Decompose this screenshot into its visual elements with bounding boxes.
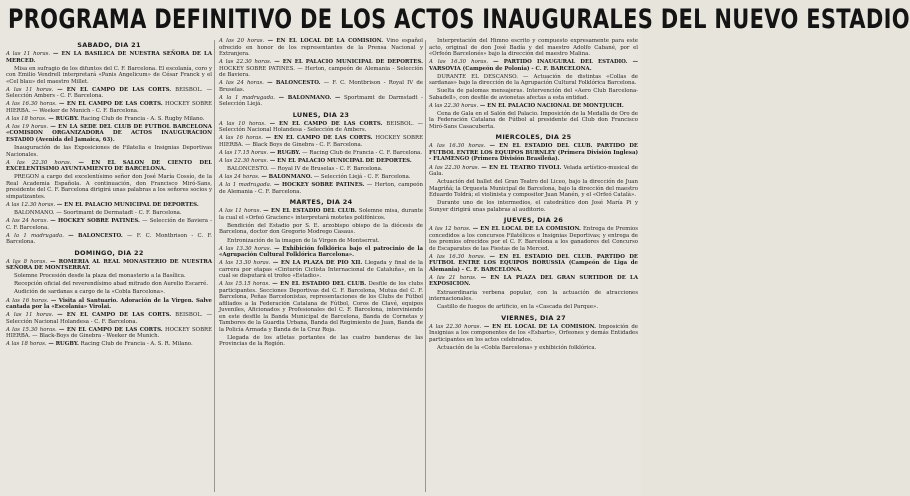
entry-venue: — EN EL TEATRO TIVOLI.	[481, 164, 562, 171]
entry-description: — F. C. Montbrison - C. F. Barcelona.	[6, 232, 213, 246]
program-entry	[6, 124, 212, 144]
program-entry	[6, 312, 212, 325]
program-note: Castillo de fuegos de artificio, en la «Cascada del Parque».	[437, 304, 599, 311]
program-entry	[429, 324, 638, 344]
program-entry	[6, 341, 212, 348]
entry-venue: — EN EL PALACIO NACIONAL DE MONTJUICH.	[479, 102, 624, 109]
program-entry	[219, 135, 423, 148]
entry-description: BEISBOL. — Selección Nacional Holandesa - C. F. Barcelona.	[6, 312, 212, 325]
entry-description: Entrega de Premios concedidos a los concursos Filatélicos e Insignias Deportivas; y entrega de los premios ofrecidos por el C. F. Barcelona a los ganadores del Concurso de Escaparates de las Fiestas de la Merced.	[429, 226, 638, 252]
entry-venue: — EN EL LOCAL DE LA COMISION.	[483, 323, 597, 330]
entry-time: A las 16.30 horas.	[429, 143, 486, 150]
entry-venue: — Exhibición folklórica bajo el patrocinio de la «Agrupación Cultural Folklórica Barcelona».	[219, 245, 423, 259]
program-entry	[219, 121, 423, 134]
program-entry	[429, 143, 638, 163]
entry-time: A las 24 horas.	[219, 80, 264, 87]
entry-venue: — EN EL CAMPO DE LAS CORTS.	[57, 312, 172, 319]
program-entry	[6, 327, 212, 340]
entry-venue: — EN EL PALACIO MUNICIPAL DE DEPORTES.	[274, 59, 423, 66]
entry-venue: — EN EL PALACIO MUNICIPAL DE DEPORTES.	[56, 201, 199, 208]
entry-description: Velada artístico-musical de Gala.	[429, 164, 638, 178]
entry-venue: — EN EL CAMPO DE LAS CORTS.	[265, 135, 373, 142]
entry-time: A las 16.30 horas.	[429, 59, 489, 66]
entry-description: Sportmamt de Darmstadt - Selección Liejá.	[219, 94, 423, 108]
entry-time: A la 1 madrugada.	[6, 232, 64, 239]
entry-venue: — ROMERIA AL REAL MONASTERIO DE NUESTRA SEÑORA DE MONTSERRAT.	[6, 258, 213, 272]
entry-time: A las 16 horas.	[6, 297, 49, 304]
entry-time: A las 15.15 horas.	[219, 281, 270, 288]
entry-description: Racing Club de Francia - A. S. R. Milano.	[80, 341, 193, 348]
entry-description: Racing Club de Francia - A. S. Rugby Milano.	[80, 115, 205, 122]
entry-time: A las 21 horas.	[429, 274, 477, 281]
entry-time: A las 11 horas.	[219, 208, 262, 215]
program-entry	[429, 103, 638, 110]
entry-venue: — PARTIDO INAUGURAL DEL ESTADIO. — VARSOVIA (Campeón de Polonia) - C. F. BARCELONA.	[429, 59, 638, 72]
entry-venue: — EN EL ESTADIO DEL CLUB. PARTIDO DE FUTBOL ENTRE LOS EQUIPOS BORUSSIA (Campeón de Liga de Alemania) - C. F. BARCELONA.	[429, 253, 638, 273]
program-note: Audición de sardanas a cargo de la «Cobla Barcelona».	[14, 289, 166, 296]
entry-time: A las 24 horas.	[219, 174, 260, 181]
program-note: Extraordinaria verbena popular, con la actuación de atracciones internacionales.	[429, 289, 638, 303]
entry-venue: — EN EL ESTADIO DEL CLUB. PARTIDO DE FUTBOL ENTRE LOS EQUIPOS BURNLEY (Primera División Inglesa) - FLAMENGO (Primera División Brasileña).	[429, 143, 638, 163]
program-entry	[6, 160, 212, 173]
entry-venue: — EN EL SALON DE CIENTO DEL EXCELENTISIMO AYUNTAMIENTO DE BARCELONA.	[6, 159, 212, 173]
entry-time: A las 22.30 horas.	[219, 158, 269, 165]
program-column-2	[219, 38, 423, 496]
page-title: PROGRAMA DEFINITIVO DE LOS ACTOS INAUGURALES DEL NUEVO ESTADIO	[8, 4, 910, 34]
entry-description: HOCKEY SOBRE PATINES. — Herton, campeón de Alemania - Selección de Baviera.	[219, 65, 423, 79]
program-note: Interpretación del Himno escrito y compuesto expresamente para este acto, original de don José Badía y del maestro Adolfo Cabané, por el «Orfeón Barcelonés» bajo la dirección del maestro Malina.	[429, 38, 638, 57]
program-column-1	[6, 38, 212, 496]
entry-venue: — RUGBY.	[48, 341, 79, 348]
entry-time: A las 12 horas.	[429, 226, 471, 233]
entry-venue: — RUGBY.	[269, 149, 301, 156]
entry-description: Vino español ofrecido en honor de los representantes de la Prensa Nacional y Extranjera.	[219, 38, 423, 57]
entry-time: A las 11 horas.	[6, 86, 54, 93]
program-entry	[6, 233, 212, 246]
entry-venue: — EN EL LOCAL DE LA COMISION.	[267, 38, 384, 44]
entry-venue: — BALONMANO.	[261, 174, 313, 181]
entry-description: — Herton, campeón de Alemania - C. F. Barcelona.	[219, 182, 423, 195]
day-heading: SABADO, DIA 21	[77, 41, 141, 49]
entry-venue: — EN LA SEDE DEL CLUB DE FUTBOL BARCELONA «COMISION ORGANIZADORA DE ACTOS INAUGURACION ESTADIO (Avenida del Jamaica, 63).	[6, 123, 212, 143]
program-note: PREGON a cargo del excelentísimo señor don José María Cossío, de la Real Academia Española. A continuación, don Francisco Miró-Sans, presidente del C. F. Barcelona dirigirá unas palabras a los señores socios y simpatizantes.	[6, 174, 212, 200]
entry-description: Solemne misa, durante la cual el «Orfeó Gracienc» interpretará motetes polifónicos.	[219, 208, 423, 221]
program-note: Bendición del Estadio por S. E. arzobispo obispo de la diócesis de Barcelona, doctor don Gregorio Modrego Casaus.	[219, 222, 423, 236]
column-divider	[214, 40, 215, 492]
entry-venue: — HOCKEY SOBRE PATINES.	[274, 182, 365, 189]
day-heading: MIERCOLES, DIA 25	[495, 133, 572, 142]
program-note: Suelta de palomas mensajeras. Intervención del «Aero Club Barcelona-Sabadell», con desfile de avionetas afectas a esta entidad.	[429, 88, 638, 101]
entry-time: A las 11 horas.	[6, 51, 51, 57]
entry-description: HOCKEY SOBRE HIERBA. — Black-Boys de Ginebra - Weeker de Munich.	[6, 326, 213, 340]
entry-venue: — EN EL CAMPO DE LAS CORTS.	[57, 86, 172, 93]
entry-venue: — EN EL ESTADIO DEL CLUB.	[272, 281, 367, 288]
entry-venue: — EN EL ESTADIO DEL CLUB.	[263, 208, 357, 215]
program-entry	[219, 80, 423, 93]
entry-time: A las 13.30 horas.	[219, 245, 272, 252]
entry-time: A las 11 horas.	[6, 312, 54, 319]
program-column-3	[429, 38, 638, 496]
day-heading: VIERNES, DIA 27	[501, 313, 566, 322]
program-entry	[429, 59, 638, 72]
entry-time: A las 10 horas.	[219, 120, 266, 127]
entry-description: — F. C. Montbrison - Royal IV de Bruselas.	[219, 80, 423, 93]
program-entry	[219, 59, 423, 79]
entry-time: A las 24 horas.	[6, 218, 49, 225]
entry-time: A las 16.30 horas.	[6, 101, 57, 108]
entry-venue: — RUGBY.	[48, 115, 79, 122]
program-note: Inauguración de las Exposiciones de Filatelia e Insignias Deportivas Nacionales.	[6, 145, 212, 158]
program-entry	[219, 38, 423, 58]
program-note: Misa en sufragio de los difuntos del C. F. Barcelona. El escolanía, coro y con Emilio Vendrell interpretará «Panis Angelicum» de César Franck y el «Cel blau» del maestro Millet.	[6, 65, 212, 85]
entry-description: HOCKEY SOBRE HIERBA. — Weeker de Munich - C. F. Barcelona.	[6, 101, 213, 114]
entry-time: A las 13.30 horas.	[219, 260, 271, 267]
entry-time: A las 18 horas.	[6, 115, 47, 122]
program-entry	[219, 150, 423, 157]
program-note: BALONMANO. — Soortmamt de Dermatadt - C. F. Barcelona.	[14, 209, 182, 216]
program-entry	[219, 95, 423, 108]
day-heading: JUEVES, DIA 26	[503, 216, 564, 225]
program-entry	[219, 281, 423, 333]
program-entry	[219, 260, 423, 280]
program-note: Solemne Procesión desde la plaza del monasterio a la Basílica.	[14, 273, 186, 280]
entry-time: A las 12.30 horas.	[6, 201, 56, 208]
entry-time: A las 22.30 horas.	[429, 323, 482, 330]
program-entry	[219, 246, 423, 259]
program-entry	[6, 202, 212, 209]
entry-venue: — EN EL CAMPO DE LAS CORTS.	[59, 326, 163, 333]
entry-time: A las 22.30 horas.	[429, 164, 480, 171]
entry-time: A las 20 horas.	[219, 38, 265, 44]
entry-venue: — Visita al Santuario. Adoración de la Virgen. Salve cantada por la «Escolanía» Virolai.	[6, 297, 212, 310]
entry-time: A las 17.15 horas.	[219, 149, 269, 156]
entry-time: A las 18 horas.	[6, 341, 47, 348]
program-note: Recepción oficial del reverendísimo abad mitrado don Aurelio Escarré.	[14, 281, 209, 288]
program-entry	[6, 87, 212, 100]
program-entry	[6, 116, 212, 123]
entry-time: A las 15.30 horas.	[6, 326, 57, 333]
program-entry	[219, 174, 423, 181]
entry-description: Llegada y final de la carrera por etapas «Cinturón Ciclista Internacional de Cataluña», en la cual se disputará el trofeo «Estadio».	[219, 260, 424, 280]
program-entry	[219, 208, 423, 221]
program-note: Llegada de los atletas portantes de las cuatro banderas de las Provincias de la Región.	[219, 334, 423, 348]
program-entry	[429, 275, 638, 288]
program-entry	[429, 226, 638, 252]
entry-time: A las 19 horas.	[6, 123, 49, 130]
entry-description: — Selección de Baviera - C. F. Barcelona.	[6, 218, 212, 231]
program-note: Cena de Gala en el Salón del Palacio. Imposición de la Medalla de Oro de la Federación Catalana de Fútbol al presidente del Club don Francisco Miró-Sans Casacuberta.	[429, 110, 638, 130]
entry-time: A las 8 horas.	[6, 258, 48, 265]
day-heading: LUNES, DIA 23	[292, 110, 350, 119]
program-note: Durante uno de los intermedios, el catedrático don José María Pi y Sunyer dirigirá unas palabras al auditorio.	[429, 200, 638, 213]
entry-description: BEISBOL. — Selección Nacional Holandesa - Selección de Ambers.	[219, 120, 423, 134]
entry-description: BEISBOL. — Selección Ambers - C. F. Barcelona.	[6, 86, 212, 100]
program-entry	[6, 298, 212, 311]
program-entry	[6, 51, 212, 64]
entry-description: Desfile de los clubs participantes. Secciones Deportivas del C. F. Barcelona, Mutua del C. F. Barcelona, Peñas Barcelonistas, representaciones de los Clubs de Fútbol afiliados a la Federación Catalana de Fútbol, Coros de Clavé, equipos Juveniles, Aficionados y Profesionales del C. F. Barcelona, interviniendo en este desfile la Banda Municipal de Barcelona, Banda de Cornetas y Tambores de la Guardia Urbana, Banda del Regimiento de Juan, Banda de la Policía Armada y Banda de la Cruz Roja.	[219, 281, 423, 333]
entry-venue: — EN LA PLAZA DEL GRAN SURTIDOR DE LA EXPOSICION.	[429, 274, 639, 288]
entry-time: A las 22.30 horas.	[6, 159, 72, 166]
program-entry	[6, 259, 212, 272]
entry-description: HOCKEY SOBRE HIERBA. — Black Boys de Ginebra - C. F. Barcelona.	[219, 135, 424, 148]
program-note: DURANTE EL DESCANSO. — Actuación de distintas «Collas de sardanas» bajo la dirección de la Agrupación Cultural Folklórica Barcelona.	[429, 73, 638, 87]
entry-venue: — BALONCESTO.	[68, 232, 123, 239]
program-entry	[429, 254, 638, 274]
entry-venue: — HOCKEY SOBRE PATINES.	[50, 218, 140, 225]
program-entry	[219, 158, 423, 165]
entry-venue: — EN LA BASILICA DE NUESTRA SEÑORA DE LA MERCED.	[6, 51, 212, 64]
entry-venue: — BALONMANO. —	[278, 94, 341, 101]
day-heading: MARTES, DIA 24	[289, 198, 353, 207]
entry-time: A la 1 madrugada.	[219, 94, 275, 101]
program-note: Entronización de la imagen de la Virgen de Montserrat.	[227, 237, 380, 244]
entry-venue: — EN LA PLAZA DE PIO XII.	[272, 260, 363, 267]
entry-venue: — EN EL PALACIO MUNICIPAL DE DEPORTES.	[269, 158, 412, 165]
program-note: BALONCESTO. — Royal IV de Bruselas - C. F. Barcelona.	[227, 166, 383, 173]
entry-time: A las 16 horas.	[219, 135, 263, 142]
program-entry	[219, 182, 423, 195]
entry-venue: — EN EL CAMPO DE LAS CORTS.	[59, 101, 163, 108]
entry-venue: — EN EL CAMPO DE LAS CORTS.	[269, 120, 383, 127]
entry-time: A las 22.30 horas.	[219, 59, 272, 66]
entry-time: A las 22.30 horas.	[429, 102, 479, 109]
entry-venue: — EN EL LOCAL DE LA COMISION.	[472, 226, 581, 233]
program-note: Actuación de la «Cobla Barcelona» y exhibición folklórica.	[437, 344, 597, 351]
entry-venue: — BALONCESTO.	[267, 80, 321, 87]
program-note: Actuación del ballet del Gran Teatro del Liceo, bajo la dirección de Juan Magriñá; la Orquesta Municipal de Barcelona, bajo la dirección del maestro Eduardo Toldrá; el violinista y compositor Juan Manén, y el «Orfeó Català».	[429, 179, 638, 199]
column-divider	[425, 40, 426, 492]
day-heading: DOMINGO, DIA 22	[74, 248, 144, 257]
program-entry	[6, 218, 212, 231]
entry-description: Imposición de Insignias a los componentes de los «Esbarts», Orfeones y demás Entidades participantes en los actos celebrados.	[429, 323, 638, 343]
entry-description: — Racing Club de Francia - C. F. Barcelona.	[302, 149, 423, 156]
program-entry	[6, 101, 212, 114]
entry-description: — Selección Liejá - C. F. Barcelona.	[313, 174, 411, 181]
entry-time: A la 1 madrugada.	[219, 182, 272, 189]
program-entry	[429, 165, 638, 178]
entry-time: A las 16.30 horas.	[429, 253, 486, 260]
